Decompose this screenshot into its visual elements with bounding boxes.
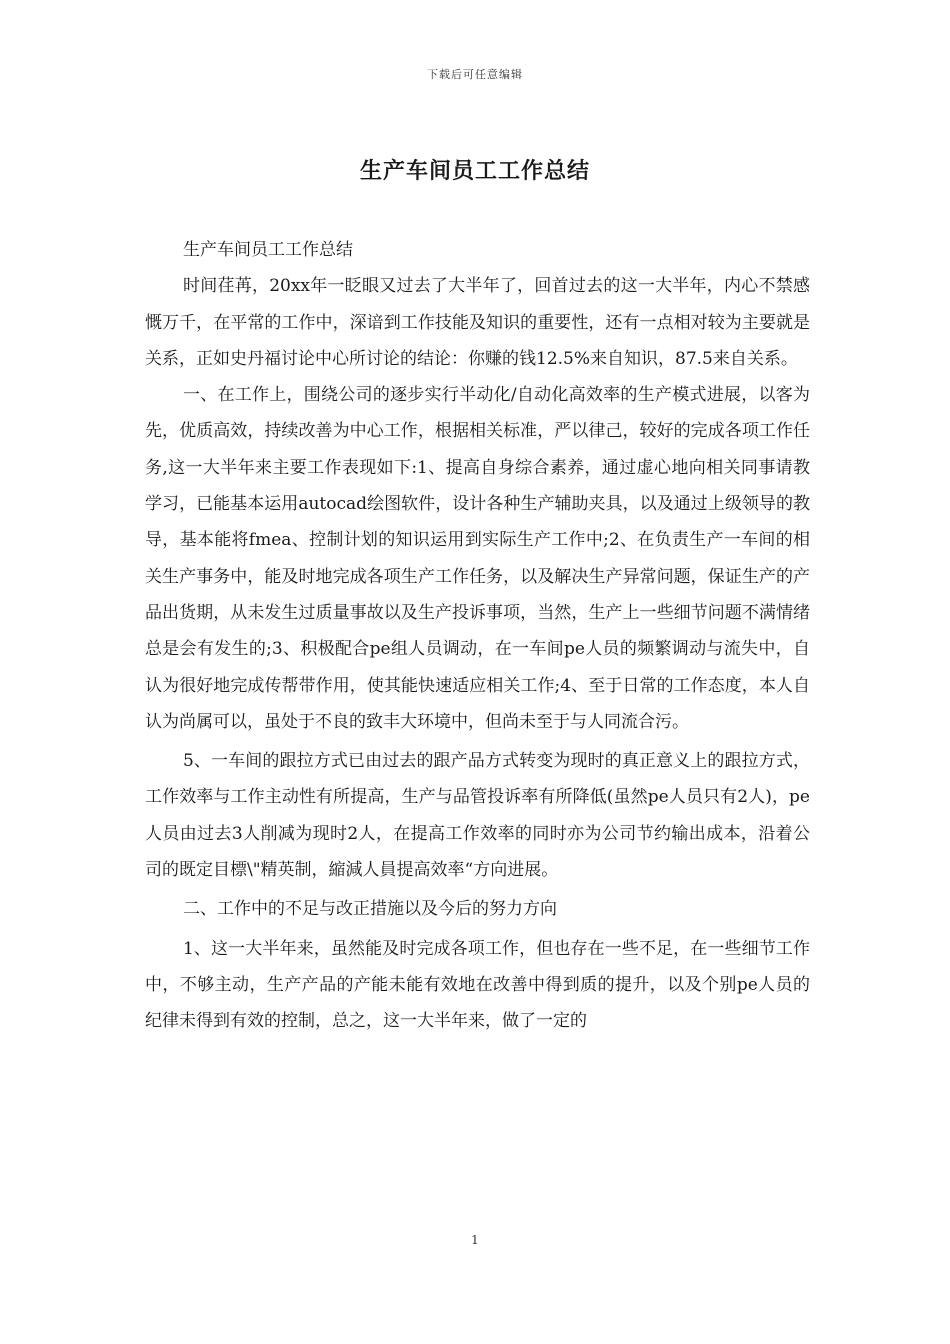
header-note: 下载后可任意编辑 [427, 68, 523, 81]
document-body [145, 232, 810, 1040]
paragraph-subtitle: 生产车间员工工作总结 [183, 240, 353, 260]
paragraph-section-two-heading: 二、工作中的不足与改正措施以及今后的努力方向 [183, 899, 557, 920]
paragraph-intro: 时间荏苒，20xx年一眨眼又过去了大半年了，回首过去的这一大半年，内心不禁感慨万千，在平常的工作中，深谙到工作技能及知识的重要性，还有一点相对较为主要就是关系，正如史丹福讨论中心所讨论的结论：你赚的钱12.5%来自知识，87.5来自关系。 [145, 276, 810, 369]
document-title: 生产车间员工工作总结 [359, 158, 590, 184]
paragraph-item-five: 5、一车间的跟拉方式已由过去的跟产品方式转变为现时的真正意义上的跟拉方式，工作效率与工作主动性有所提高，生产与品管投诉率有所降低(虽然pe人员只有2人)，pe人员由过去3人削减为现时2人，在提高工作效率的同时亦为公司节约输出成本，沿着公司的既定目標\"精英制，縮減人員提高效率“方向进展。 [145, 751, 810, 881]
paragraph-section-two-item-one: 1、这一大半年来，虽然能及时完成各项工作，但也存在一些不足，在一些细节工作中，不够主动，生产产品的产能未能有效地在改善中得到质的提升，以及个别pe人员的纪律未得到有效的控制，总之，这一大半年来，做了一定的 [145, 938, 810, 1032]
paragraph-section-one: 一、在工作上，围绕公司的逐步实行半动化/自动化高效率的生产模式进展，以客为先，优质高效，持续改善为中心工作，根据相关标准，严以律己，较好的完成各项工作任务,这一大半年来主要工作表现如下:1、提高自身综合素养，通过虚心地向相关同事请教学习，已能基本运用autocad绘图软件，设计各种生产辅助夹具，以及通过上级领导的教导，基本能将fmea、控制计划的知识运用到实际生产工作中;2、在负责生产一车间的相关生产事务中，能及时地完成各项生产工作任务，以及解决生产异常问题，保证生产的产品出货期，从未发生过质量事故以及生产投诉事项，当然，生产上一些细节问题不满情绪总是会有发生的;3、积极配合pe组人员调动，在一车间pe人员的频繁调动与流失中，自认为很好地完成传帮带作用，使其能快速适应相关工作;4、至于日常的工作态度，本人自认为尚属可以，虽处于不良的致丰大环境中，但尚未至于与人同流合污。 [145, 385, 810, 732]
page-number: 1 [471, 1233, 479, 1247]
